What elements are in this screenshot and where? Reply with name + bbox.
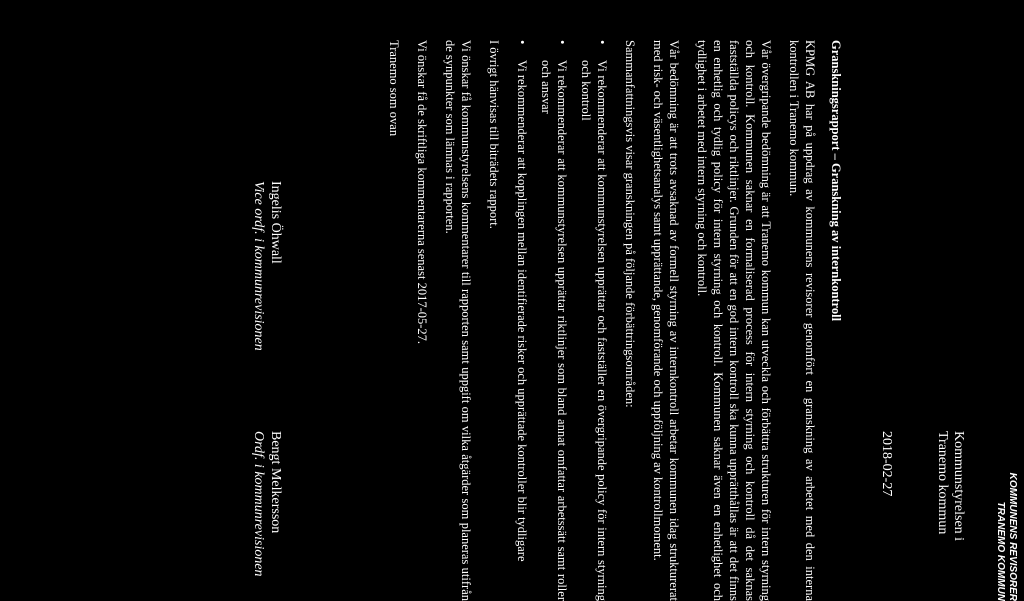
list-item (538, 40, 570, 601)
recommendation-text: Vi rekommenderar att kommunstyrelsen upprättar och fastställer en övergripande policy för intern styrning och kontroll (579, 60, 609, 601)
org-name-line2: TRANEMO KOMMUN (995, 501, 1006, 601)
paragraph-request: Vi önskar få kommunstyrelsens kommentarer till rapporten samt uppgift om vilka åtgärder som planeras utifrån de synpunkter som lämnas i rapporten. (443, 40, 473, 601)
letter-body (374, 40, 844, 601)
signature-chair (250, 431, 284, 601)
list-item (578, 40, 610, 601)
recommendation-list (514, 40, 610, 601)
recipient-block (934, 0, 966, 601)
signer-name: Bengt Melkersson (268, 431, 283, 534)
paragraph-closing: Tranemo som ovan (387, 40, 401, 137)
paragraph-reference: I övrigt hänvisas till biträdets rapport. (487, 40, 501, 229)
paragraph-deadline: Vi önskar få de skriftliga kommentarerna senast 2017-05-27. (415, 40, 429, 345)
signer-role: Vice ordf. i kommunrevisionen (251, 181, 266, 351)
recipient-line2: Tranemo kommun (935, 431, 950, 535)
recommendation-text: Vi rekommenderar att kopplingen mellan identifierade risker och upprättade kontroller blir tydligare (515, 60, 529, 562)
signer-name: Ingelis Öhwall (268, 181, 283, 264)
paragraph-summary-lead: Sammanfattningsvis visar granskningen på följande förbättringsområden: (623, 40, 637, 408)
bullet-icon: • (595, 40, 609, 45)
report-heading: Granskningsrapport – Granskning av internkontroll (829, 40, 843, 322)
paragraph-structure: Vår bedömning är att trots avsaknad av formell styrning av internkontroll arbetar kommunen idag strukturerat med risk- och väsentlighetsanalys samt upprättande, genomförande och uppföljning av kontrollmoment. (651, 40, 681, 601)
recipient-line1: Kommunstyrelsen i (951, 431, 966, 542)
signature-vice-chair (250, 181, 284, 351)
document-date-block (878, 0, 894, 601)
bullet-icon: • (515, 40, 529, 45)
paragraph-intro: KPMG AB har på uppdrag av kommunens revisorer genomfört en granskning av arbetet med den interna kontrollen i Tranemo kommun. (787, 40, 817, 601)
organization-header (994, 0, 1018, 601)
recommendation-text: Vi rekommenderar att kommunstyrelsen upprättar riktlinjer som bland annat omfattar arbetssätt samt roller och ansvar (539, 60, 569, 601)
signer-role: Ordf. i kommunrevisionen (251, 431, 266, 577)
list-item (514, 40, 530, 601)
document-date: 2018-02-27 (879, 431, 894, 497)
org-name-line1: KOMMUNENS REVISORER (1007, 472, 1018, 601)
paragraph-assessment: Vår övergripande bedömning är att Tranemo kommun kan utveckla och förbättra strukturen för intern styrning och kontroll. Kommunen saknar en formaliserad process för intern styrning och kontroll då det saknas fastställda policys och riktlinjer. Grunden för att en god intern kontroll ska kunna upprätthållas är att det finns en enhetlig och tydlig policy för intern styrning och kontroll. Kommunen saknar även en enhetlighet och tydlighet i arbetet med intern styrning och kontroll. (695, 40, 773, 601)
bullet-icon: • (555, 40, 569, 45)
recipient-address (934, 431, 966, 601)
